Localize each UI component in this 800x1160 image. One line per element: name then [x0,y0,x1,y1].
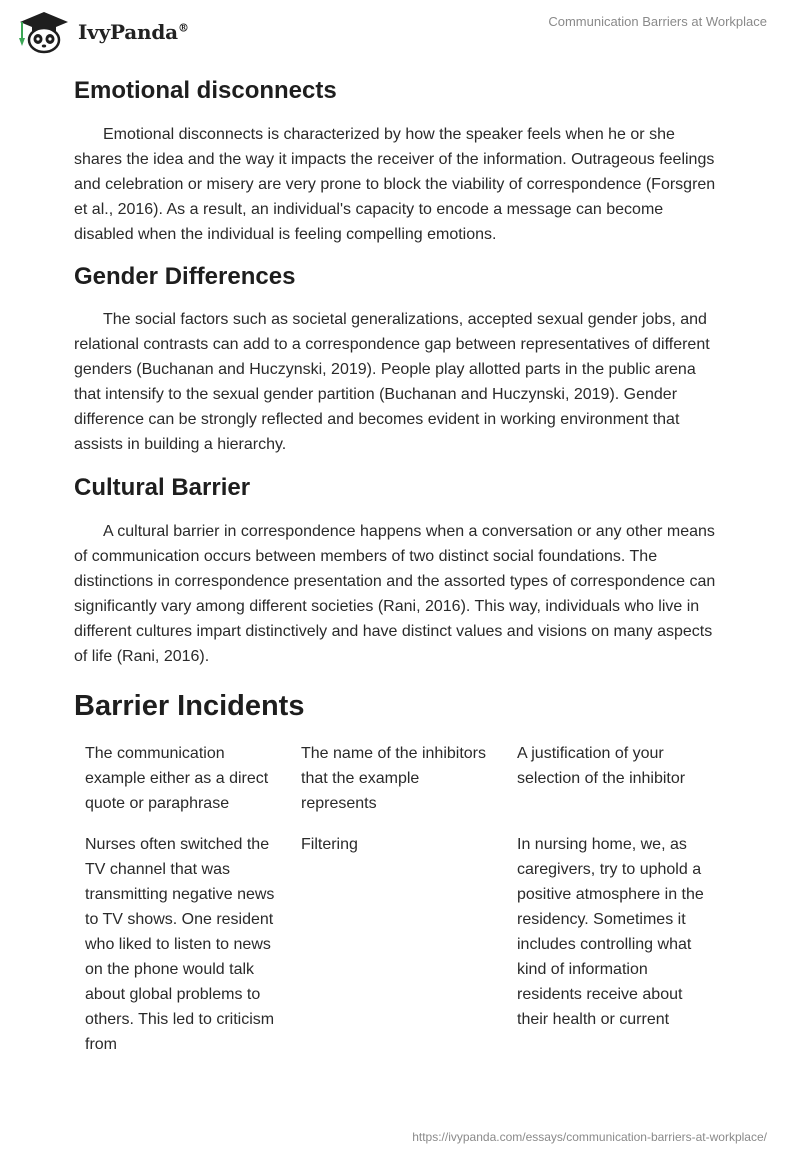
table-cell: Filtering [301,836,358,853]
document-title: Communication Barriers at Workplace [548,14,767,29]
section-paragraph: Emotional disconnects is characterized by how the speaker feels when he or she shares the idea and the way it impacts the receiver of the information. Outrageous feelings and celebration or misery are very prone to block the viability of correspondence (Forsgren et al., 2016). As a result, an individual's capacity to encode a message can become disabled when the individual is feeling compelling emotions. [74,126,716,243]
page-header [0,0,800,70]
table-cell: Nurses often switched the TV channel that was transmitting negative news to TV shows. One resident who liked to listen to news on the phone would talk about global problems to others. This led to criticism from [85,836,275,1053]
table-header-cell: A justification of your selection of the inhibitor [517,745,686,787]
section-heading: Gender Differences [74,263,296,290]
section-heading: Cultural Barrier [74,474,251,501]
table-header-cell: The name of the inhibitors that the example represents [301,745,486,812]
document-body [74,70,726,1057]
section-paragraph: The social factors such as societal generalizations, accepted sexual gender jobs, and relational contrasts can add to a correspondence gap between representatives of different genders (Buchanan and Huczynski, 2019). People play allotted parts in the public arena that intensify to the sexual gender partition (Buchanan and Huczynski, 2019). Gender difference can be strongly reflected and becomes evident in working environment that assists in building a hierarchy. [74,311,710,453]
section-heading: Emotional disconnects [74,77,337,104]
table-cell: In nursing home, we, as caregivers, try to uphold a positive atmosphere in the residency. Sometimes it includes controlling what kind of information residents receive about their health or current [517,836,704,1028]
source-url-link[interactable]: https://ivypanda.com/essays/communication-barriers-at-workplace/ [412,1130,767,1144]
section-incidents [74,684,726,1057]
incidents-table [85,741,726,1057]
panda-graduate-icon [14,10,72,54]
section-cultural [74,470,726,669]
table-header-cell: The communication example either as a direct quote or paraphrase [85,745,269,812]
brand-name: IvyPanda® [78,20,189,44]
brand-logo[interactable] [14,10,189,54]
section-emotional [74,70,726,247]
incidents-heading: Barrier Incidents [74,690,305,722]
section-paragraph: A cultural barrier in correspondence happens when a conversation or any other means of communication occurs between members of two distinct social foundations. The distinctions in correspondence presentation and the assorted types of correspondence can significantly vary among different societies (Rani, 2016). This way, individuals who live in different cultures impart distinctively and have distinct values and visions on many aspects of life (Rani, 2016). [74,523,716,665]
section-gender [74,259,726,457]
